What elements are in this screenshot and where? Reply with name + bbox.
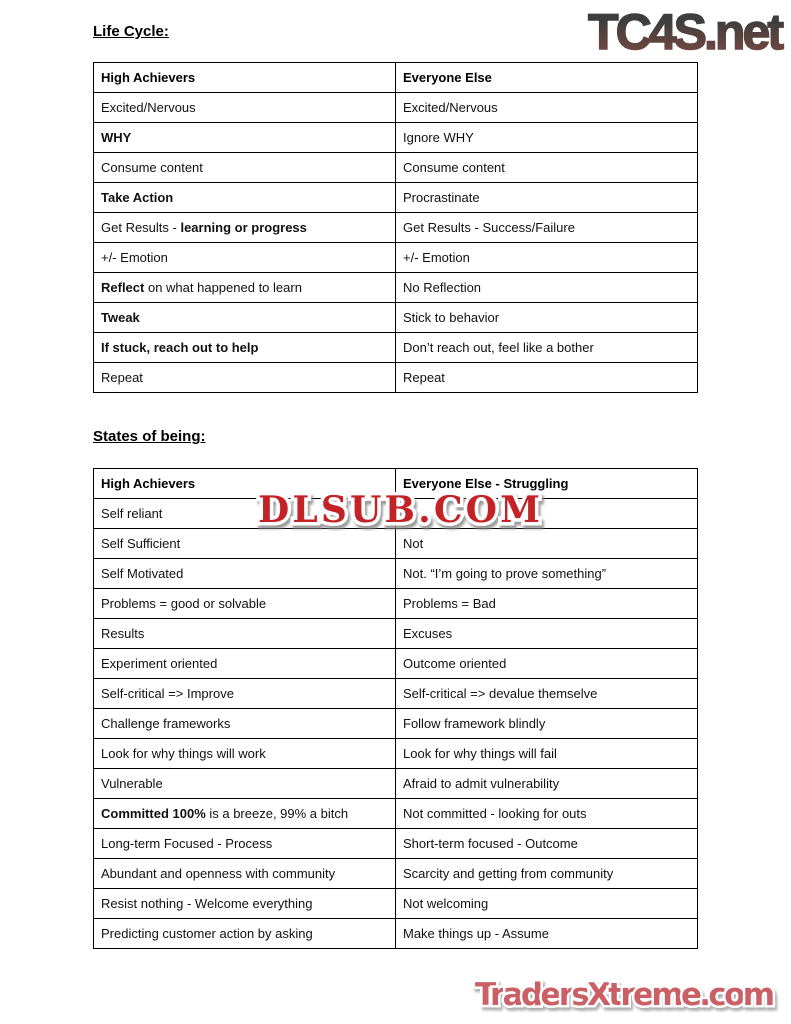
cell-text: Challenge frameworks bbox=[101, 716, 231, 731]
table-cell bbox=[94, 123, 396, 153]
cell-text: Scarcity and getting from community bbox=[403, 866, 614, 881]
table-row bbox=[94, 273, 698, 303]
table-cell bbox=[396, 739, 698, 769]
column-header: Everyone Else - Struggling bbox=[396, 469, 698, 499]
cell-text: Look for why things will work bbox=[101, 746, 266, 761]
table-cell bbox=[396, 529, 698, 559]
column-header: High Achievers bbox=[94, 63, 396, 93]
cell-text: Problems = Bad bbox=[403, 596, 496, 611]
table-cell bbox=[396, 93, 698, 123]
table-row bbox=[94, 769, 698, 799]
table-cell bbox=[94, 213, 396, 243]
table-cell bbox=[94, 153, 396, 183]
table-row bbox=[94, 93, 698, 123]
cell-text: on what happened to learn bbox=[144, 280, 302, 295]
table-cell bbox=[396, 499, 698, 529]
table-row bbox=[94, 213, 698, 243]
table-row bbox=[94, 529, 698, 559]
cell-text: Procrastinate bbox=[403, 190, 480, 205]
table-cell bbox=[94, 303, 396, 333]
cell-text: Repeat bbox=[403, 370, 445, 385]
table-cell bbox=[94, 529, 396, 559]
table-cell bbox=[396, 679, 698, 709]
cell-text: Not committed - looking for outs bbox=[403, 806, 587, 821]
cell-text: Results bbox=[101, 626, 145, 641]
table-cell bbox=[94, 619, 396, 649]
cell-text: No Reflection bbox=[403, 280, 482, 295]
table-cell bbox=[94, 243, 396, 273]
cell-text: learning or progress bbox=[180, 220, 307, 235]
table-cell bbox=[94, 799, 396, 829]
cell-text: Repeat bbox=[101, 370, 143, 385]
table-cell bbox=[396, 829, 698, 859]
table-cell bbox=[94, 919, 396, 949]
table-row bbox=[94, 243, 698, 273]
table-cell bbox=[94, 859, 396, 889]
cell-text: Not. “I’m going to prove something” bbox=[403, 566, 607, 581]
cell-text: Tweak bbox=[101, 310, 140, 325]
table-cell bbox=[94, 559, 396, 589]
table-row bbox=[94, 739, 698, 769]
cell-text: Not bbox=[403, 536, 424, 551]
cell-text: Follow framework blindly bbox=[403, 716, 546, 731]
table-cell bbox=[396, 273, 698, 303]
cell-text: Make things up - Assume bbox=[403, 926, 549, 941]
cell-text: Stick to behavior bbox=[403, 310, 500, 325]
table-cell bbox=[396, 333, 698, 363]
cell-text: Reflect bbox=[101, 280, 145, 295]
cell-text: Self reliant bbox=[101, 506, 163, 521]
table-row bbox=[94, 889, 698, 919]
cell-text: Look for why things will fail bbox=[403, 746, 557, 761]
cell-text: Resist nothing - Welcome everything bbox=[101, 896, 313, 911]
cell-text: Vulnerable bbox=[101, 776, 163, 791]
table-row bbox=[94, 183, 698, 213]
section-heading-states-of-being: States of being: bbox=[93, 428, 206, 445]
cell-text: Excuses bbox=[403, 626, 453, 641]
table-row bbox=[94, 859, 698, 889]
table-cell bbox=[396, 769, 698, 799]
table-row bbox=[94, 153, 698, 183]
cell-text: Excited/Nervous bbox=[101, 100, 196, 115]
cell-text: is a breeze, 99% a bitch bbox=[205, 806, 349, 821]
tradersxtreme-watermark-text: TradersXtreme.com bbox=[475, 977, 775, 1013]
cell-text: Long-term Focused - Process bbox=[101, 836, 273, 851]
table-cell bbox=[396, 123, 698, 153]
table-cell bbox=[94, 889, 396, 919]
cell-text: Don’t reach out, feel like a bother bbox=[403, 340, 594, 355]
cell-text: Get Results - Success/Failure bbox=[403, 220, 575, 235]
table-cell bbox=[396, 859, 698, 889]
cell-text: Excited/Nervous bbox=[403, 100, 498, 115]
cell-text: Take Action bbox=[101, 190, 174, 205]
cell-text: Consume content bbox=[403, 160, 505, 175]
table-cell bbox=[94, 333, 396, 363]
tradersxtreme-watermark bbox=[462, 966, 791, 1022]
table-header-row bbox=[94, 469, 698, 499]
cell-text: Predicting customer action by asking bbox=[101, 926, 313, 941]
column-header: Everyone Else bbox=[396, 63, 698, 93]
table-cell bbox=[396, 889, 698, 919]
cell-text: Self-critical => devalue themselve bbox=[403, 686, 598, 701]
tc4s-watermark bbox=[583, 0, 791, 60]
table-cell bbox=[94, 499, 396, 529]
table-row bbox=[94, 589, 698, 619]
cell-text: Self Motivated bbox=[101, 566, 184, 581]
cell-text: Problems = good or solvable bbox=[101, 596, 267, 611]
table-cell bbox=[94, 739, 396, 769]
table-row bbox=[94, 303, 698, 333]
cell-text: If stuck, reach out to help bbox=[101, 340, 259, 355]
table-cell bbox=[396, 213, 698, 243]
table-cell bbox=[396, 363, 698, 393]
table-row bbox=[94, 709, 698, 739]
table-row bbox=[94, 363, 698, 393]
table-cell bbox=[94, 183, 396, 213]
table-cell bbox=[396, 619, 698, 649]
table-cell bbox=[396, 243, 698, 273]
table-cell bbox=[396, 799, 698, 829]
column-header: High Achievers bbox=[94, 469, 396, 499]
table-row bbox=[94, 499, 698, 529]
table-cell bbox=[396, 183, 698, 213]
cell-text: +/- Emotion bbox=[403, 250, 470, 265]
table-cell bbox=[94, 649, 396, 679]
table-cell bbox=[94, 273, 396, 303]
table-cell bbox=[94, 93, 396, 123]
section-heading-life-cycle: Life Cycle: bbox=[93, 23, 169, 40]
cell-text: Self Sufficient bbox=[101, 536, 181, 551]
table-row bbox=[94, 123, 698, 153]
cell-text: Get Results - bbox=[101, 220, 181, 235]
tc4s-watermark-text: TC4S.net bbox=[588, 4, 784, 60]
table-cell bbox=[94, 363, 396, 393]
table-cell bbox=[396, 559, 698, 589]
table-cell bbox=[396, 153, 698, 183]
table-row bbox=[94, 619, 698, 649]
cell-text: Short-term focused - Outcome bbox=[403, 836, 578, 851]
table-cell bbox=[396, 589, 698, 619]
table-row bbox=[94, 829, 698, 859]
dlsub-watermark-text: DLSUB.COM bbox=[258, 489, 540, 531]
table-header-row bbox=[94, 63, 698, 93]
table-cell bbox=[94, 709, 396, 739]
states-of-being-table bbox=[93, 468, 698, 949]
table-row bbox=[94, 559, 698, 589]
table-row bbox=[94, 799, 698, 829]
life-cycle-table bbox=[93, 62, 698, 393]
cell-text: Experiment oriented bbox=[101, 656, 218, 671]
cell-text: Consume content bbox=[101, 160, 203, 175]
cell-text: Abundant and openness with community bbox=[101, 866, 336, 881]
cell-text: Afraid to admit vulnerability bbox=[403, 776, 560, 791]
table-cell bbox=[396, 303, 698, 333]
cell-text: Self-critical => Improve bbox=[101, 686, 234, 701]
table-row bbox=[94, 649, 698, 679]
table-cell bbox=[94, 589, 396, 619]
cell-text: +/- Emotion bbox=[101, 250, 168, 265]
table-cell bbox=[396, 649, 698, 679]
cell-text: Not welcoming bbox=[403, 896, 489, 911]
table-cell bbox=[94, 829, 396, 859]
table-cell bbox=[396, 919, 698, 949]
table-cell bbox=[94, 769, 396, 799]
cell-text: Outcome oriented bbox=[403, 656, 507, 671]
table-row bbox=[94, 919, 698, 949]
cell-text: Committed 100% bbox=[101, 806, 206, 821]
table-cell bbox=[94, 679, 396, 709]
cell-text: Ignore WHY bbox=[403, 130, 474, 145]
table-cell bbox=[396, 709, 698, 739]
table-row bbox=[94, 333, 698, 363]
cell-text: WHY bbox=[101, 130, 132, 145]
table-row bbox=[94, 679, 698, 709]
